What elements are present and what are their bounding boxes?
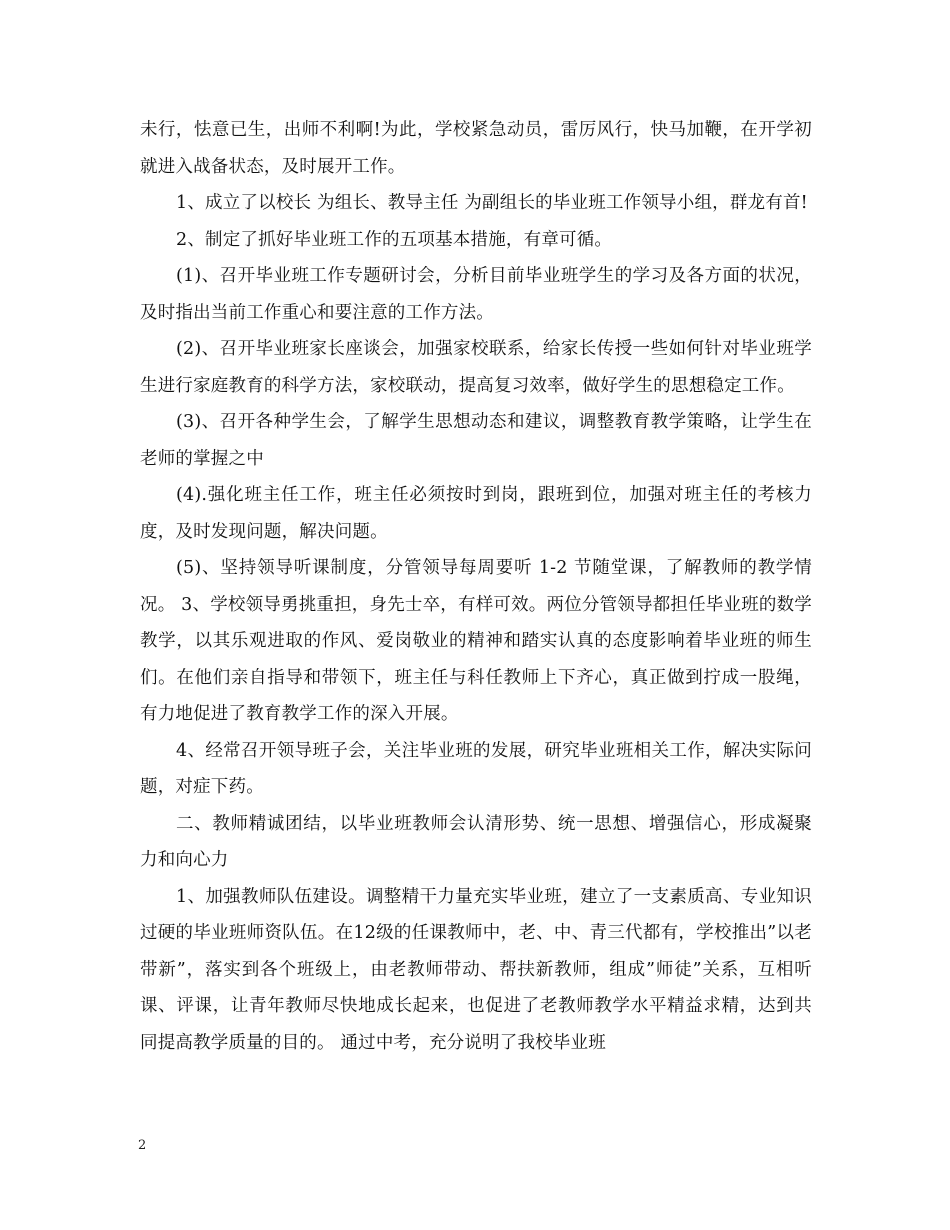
paragraph: 未行，怯意已生，出师不利啊!为此，学校紧急动员，雷厉风行，快马加鞭，在开学初就进入战备状态，及时展开工作。 (140, 120, 812, 177)
paragraph: 1、加强教师队伍建设。调整精干力量充实毕业班，建立了一支素质高、专业知识过硬的毕业班师资队伍。在12级的任课教师中，老、中、青三代都有，学校推出”以老带新”，落实到各个班级上，由老教师带动、帮扶新教师，组成”师徒”关系，互相听课、评课，让青年教师尽快地成长起来，也促进了老教师教学水平精益求精，达到共同提高教学质量的目的。 通过中考，充分说明了我校毕业班 (140, 886, 812, 1053)
paragraph: (3)、召开各种学生会，了解学生思想动态和建议，调整教育教学策略，让学生在老师的掌握之中 (140, 412, 812, 469)
paragraph: (5)、坚持领导听课制度，分管领导每周要听 1-2 节随堂课，了解教师的教学情况。 3、学校领导勇挑重担，身先士卒，有样可效。两位分管领导都担任毕业班的数学教学，以其乐观进取的作风、爱岗敬业的精神和踏实认真的态度影响着毕业班的师生们。在他们亲自指导和带领下，班主任与科任教师上下齐心，真正做到拧成一股绳，有力地促进了教育教学工作的深入开展。 (140, 558, 812, 724)
paragraph: 2、制定了抓好毕业班工作的五项基本措施，有章可循。 (176, 229, 613, 250)
paragraph: (1)、召开毕业班工作专题研讨会，分析目前毕业班学生的学习及各方面的状况，及时指出当前工作重心和要注意的工作方法。 (140, 266, 812, 323)
paragraph: 二、教师精诚团结，以毕业班教师会认清形势、统一思想、增强信心，形成凝聚力和向心力 (140, 813, 812, 870)
paragraph: 1、成立了以校长 为组长、教导主任 为副组长的毕业班工作领导小组，群龙有首! (176, 193, 808, 213)
paragraph: (2)、召开毕业班家长座谈会，加强家校联系，给家长传授一些如何针对毕业班学生进行家庭教育的科学方法，家校联动，提高复习效率，做好学生的思想稳定工作。 (140, 339, 812, 396)
paragraph: (4).强化班主任工作，班主任必须按时到岗，跟班到位，加强对班主任的考核力度，及时发现问题，解决问题。 (140, 485, 812, 542)
page-number: 2 (138, 1138, 147, 1153)
document-body (140, 112, 812, 1061)
paragraph: 4、经常召开领导班子会，关注毕业班的发展，研究毕业班相关工作，解决实际问题，对症下药。 (140, 740, 812, 797)
